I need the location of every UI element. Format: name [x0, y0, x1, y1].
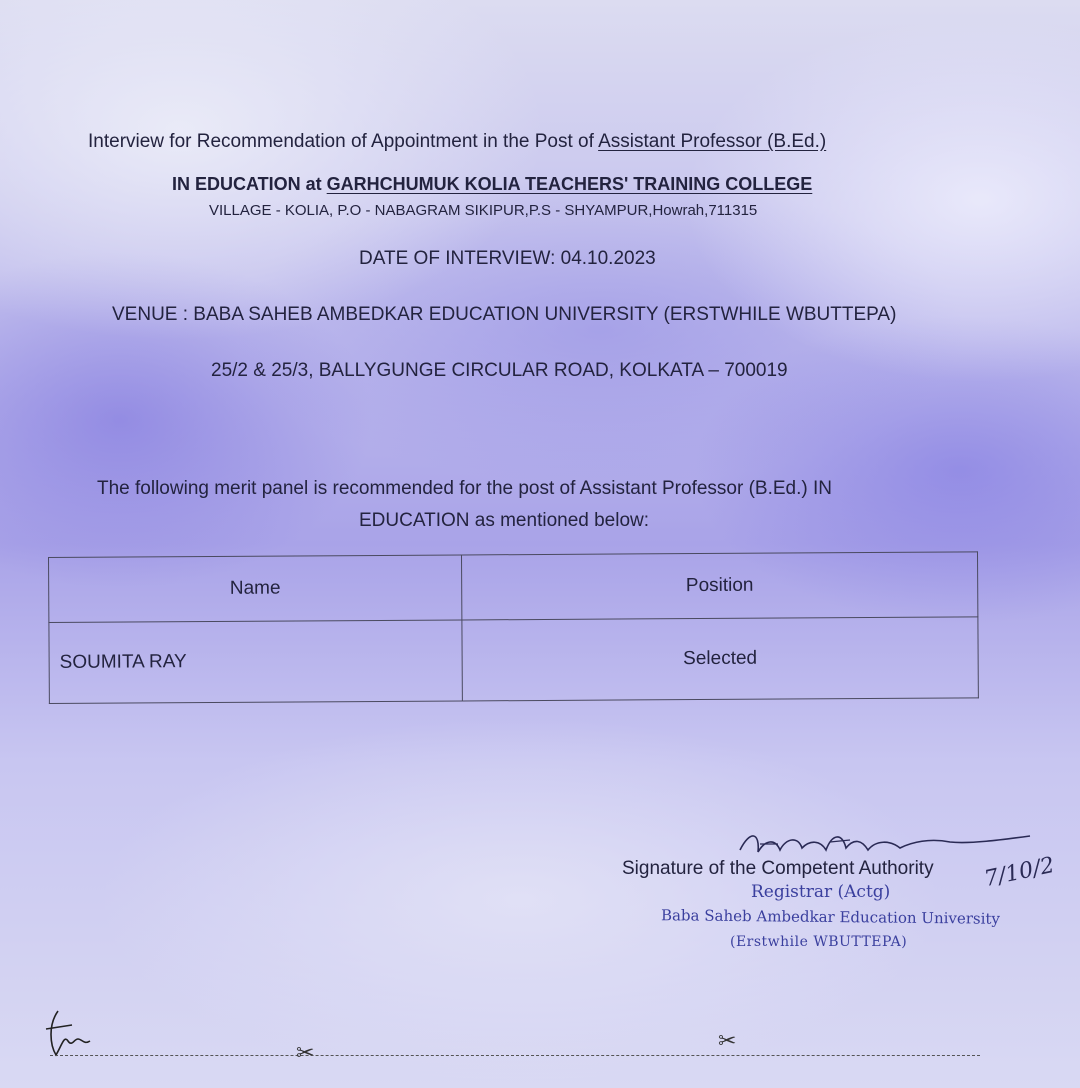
stamp-university: Baba Saheb Ambedkar Education University	[660, 906, 1001, 928]
header-line-1	[88, 131, 826, 153]
table-row	[49, 617, 978, 704]
stamp-erstwhile: (Erstwhile WBUTTEPA)	[730, 934, 908, 950]
college-address: VILLAGE - KOLIA, P.O - NABAGRAM SIKIPUR,P.S - SHYAMPUR,Howrah,711315	[209, 202, 758, 219]
header-line-1-prefix: Interview for Recommendation of Appointment in the Post of	[88, 131, 599, 152]
college-name: GARHCHUMUK KOLIA TEACHERS' TRAINING COLLEGE	[326, 174, 813, 194]
signature-title: Signature of the Competent Authority	[622, 858, 934, 879]
interview-date: DATE OF INTERVIEW: 04.10.2023	[359, 248, 656, 269]
merit-panel-table	[48, 551, 979, 704]
intro-line-1: The following merit panel is recommended for the post of Assistant Professor (B.Ed.) IN	[97, 478, 832, 499]
cut-line	[50, 1055, 980, 1056]
signature-block	[600, 820, 1057, 970]
candidate-name: SOUMITA RAY	[49, 620, 462, 704]
table-header-row	[49, 552, 978, 623]
venue: VENUE : BABA SAHEB AMBEDKAR EDUCATION UNIVERSITY (ERSTWHILE WBUTTEPA)	[112, 304, 897, 325]
scissors-icon: ✂	[296, 1040, 315, 1065]
venue-address: 25/2 & 25/3, BALLYGUNGE CIRCULAR ROAD, KOLKATA – 700019	[211, 360, 788, 381]
header-line-2	[172, 174, 812, 195]
candidate-position: Selected	[462, 617, 978, 701]
initials-signature	[38, 1005, 108, 1065]
intro-line-2: EDUCATION as mentioned below:	[359, 510, 650, 531]
signature-date: 7/10/2	[982, 852, 1057, 893]
post-title: Assistant Professor (B.Ed.)	[598, 131, 827, 152]
table-header-name: Name	[49, 555, 462, 623]
header-line-2-prefix: IN EDUCATION at	[172, 174, 327, 194]
scissors-icon: ✂	[718, 1028, 737, 1053]
table-header-position: Position	[461, 552, 977, 620]
stamp-registrar: Registrar (Actg)	[751, 882, 891, 902]
